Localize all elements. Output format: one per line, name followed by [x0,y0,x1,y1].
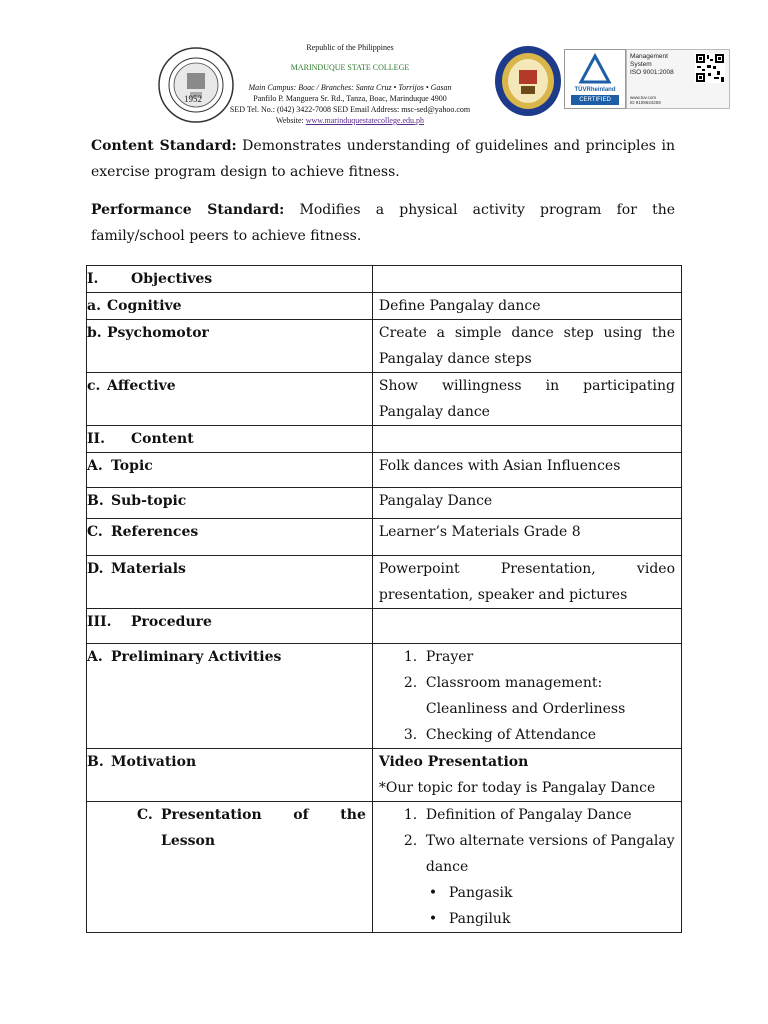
table-row: A. Topic Folk dances with Asian Influences [87,453,682,488]
row-value: Define Pangalay dance [372,293,681,320]
lesson-plan-table [86,265,682,933]
row-label: Psychomotor [107,325,209,341]
republic-line: Republic of the Philippines [306,43,394,52]
iso-line: Management [630,53,668,60]
row-label: References [111,524,199,540]
motivation-title: Video Presentation [378,754,529,770]
iso-line: ISO 9001:2008 [630,69,674,76]
tuv-certified-badge: CERTIFIED [571,95,619,105]
tuv-brand: TÜVRheinland [574,87,616,93]
college-name: MARINDUQUE STATE COLLEGE [290,63,410,72]
section-heading: Procedure [131,614,212,630]
table-row: C. Presentation of the Lesson 1. Definition of Pangalay Dance 2. Two alternate versions of Pangalay dance • Pangasik • Pangiluk [87,802,682,933]
content-standard [91,133,675,185]
table-row: II. Content [87,426,682,453]
row-label: Topic [111,458,153,474]
content-standard-label: Content Standard: [91,138,237,154]
section-heading: Content [131,431,194,447]
list-item: 1. Definition of Pangalay Dance [403,807,632,823]
table-row: c. Affective Show willingness in participating Pangalay dance [87,373,682,426]
table-row: I. Objectives [87,266,682,293]
table-row: a. Cognitive Define Pangalay dance [87,293,682,320]
row-value: Folk dances with Asian Influences [372,453,681,488]
campus-line: Main Campus: Boac / Branches: Santa Cruz • Torrijos • Gasan [248,83,452,92]
list-item: 1. Prayer [403,649,474,665]
row-label: Motivation [111,754,197,770]
contact-line: SED Tel. No.: (042) 3422-7008 SED Email Address: msc-sed@yahoo.com [229,105,471,114]
iso-web: www.tuv.com [630,95,657,100]
table-row: A. Preliminary Activities 1. Prayer 2. Classroom management: Cleanliness and Orderliness 3. Checking of Attendance [87,644,682,749]
website-link[interactable]: www.marinduquestatecollege.edu.ph [305,116,425,125]
motivation-note: *Our topic for today is Pangalay Dance [378,780,656,796]
performance-standard [91,197,675,249]
tuv-triangle-icon [565,50,625,90]
tuv-certified-logo [564,49,626,109]
iso-id: ID 9108634259 [630,100,661,105]
table-row: B. Motivation Video Presentation *Our topic for today is Pangalay Dance [87,749,682,802]
list-item: 2. Classroom management: Cleanliness and Orderliness [403,675,626,717]
row-value: Powerpoint Presentation, video presentation, speaker and pictures [372,556,681,609]
list-item: 3. Checking of Attendance [403,727,597,743]
section-heading: Objectives [131,271,213,287]
bullet-item: • Pangasik [428,885,513,901]
row-value: Show willingness in participating Pangalay dance [372,373,681,426]
row-label: Affective [107,378,176,394]
row-value: Pangalay Dance [372,488,681,519]
table-row: b. Psychomotor Create a simple dance step using the Pangalay dance steps [87,320,682,373]
row-label: Lesson [161,833,216,849]
table-row: III. Procedure [87,609,682,644]
content-standard-text: Demonstrates understanding of guidelines and principles in exercise program design to achieve fitness. [91,138,676,180]
presentation-list [372,802,681,933]
row-value: Learner’s Materials Grade 8 [372,519,681,556]
row-label: Materials [111,561,186,577]
letterhead [200,42,500,126]
row-label: Preliminary Activities [111,649,282,665]
row-value: Create a simple dance step using the Pangalay dance steps [372,320,681,373]
row-label: Presentation of the [161,807,366,823]
list-item: 2. Two alternate versions of Pangalay dance [403,833,675,875]
bullet-item: • Pangiluk [428,911,511,927]
row-label: Sub-topic [111,493,187,509]
performance-standard-text: Modifies a physical activity program for the family/school peers to achieve fitness. [91,202,676,244]
table-row: D. Materials Powerpoint Presentation, video presentation, speaker and pictures [87,556,682,609]
address-line: Panfilo P. Manguera Sr. Rd., Tanza, Boac, Marinduque 4900 [253,94,447,103]
iso-certification-badge [626,49,730,109]
msc-logo-year: 1952 [184,94,202,104]
qr-code-icon [695,53,725,83]
table-row: C. References Learner’s Materials Grade 8 [87,519,682,556]
preliminary-list [372,644,681,749]
row-label: Cognitive [107,298,182,314]
education-seal-logo [493,44,563,118]
website-line: Website: www.marinduquestatecollege.edu.ph [275,116,425,125]
table-row: B. Sub-topic Pangalay Dance [87,488,682,519]
performance-standard-label: Performance Standard: [91,202,285,218]
iso-line: System [630,61,652,68]
